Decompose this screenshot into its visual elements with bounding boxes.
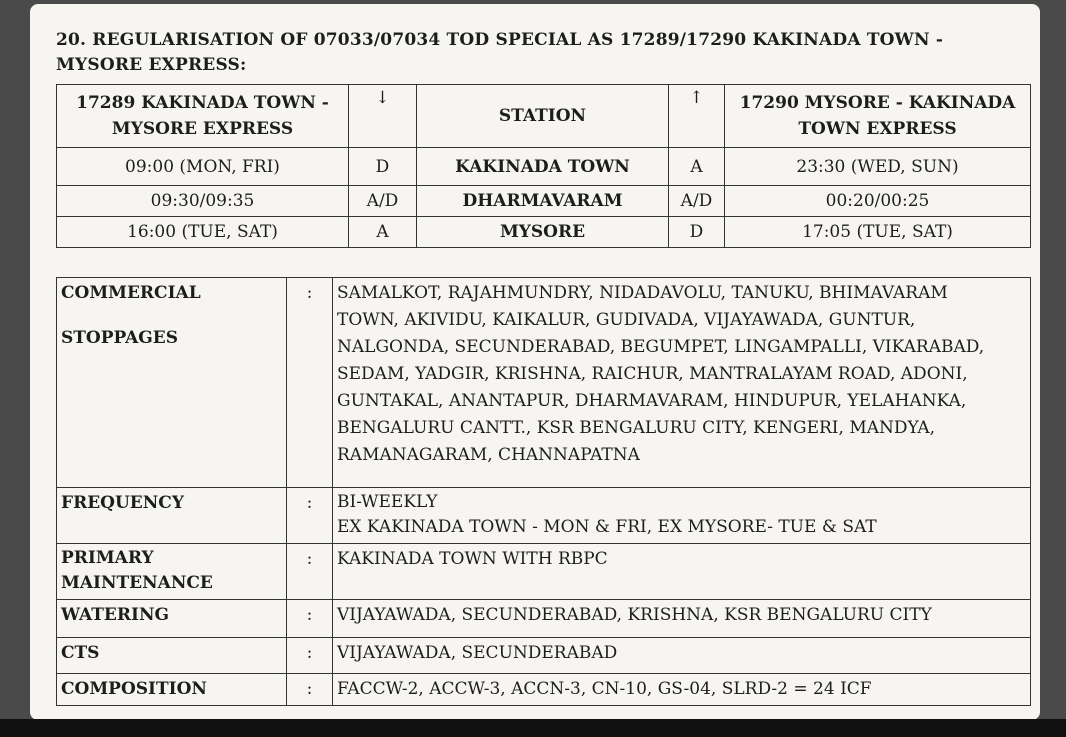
- primary-maintenance-row: [57, 544, 1031, 600]
- down-code: D: [349, 148, 417, 186]
- down-train-name-line-1: 17289 KAKINADA TOWN -: [76, 93, 329, 113]
- up-time: 23:30 (WED, SUN): [725, 148, 1031, 186]
- up-code: A/D: [669, 186, 725, 217]
- up-arrow-header: [669, 85, 725, 148]
- commercial-label-line-2: STOPPAGES: [61, 328, 179, 348]
- maintenance-label-line-1: PRIMARY: [61, 548, 154, 568]
- commercial-label-line-1: COMMERCIAL: [61, 283, 201, 303]
- colon-separator: :: [287, 278, 333, 488]
- frequency-line-2: EX KAKINADA TOWN - MON & FRI, EX MYSORE- TUE & SAT: [337, 517, 877, 537]
- watering-row: [57, 600, 1031, 638]
- station-name: MYSORE: [417, 217, 669, 248]
- down-code: A: [349, 217, 417, 248]
- stoppages-line: TOWN, AKIVIDU, KAIKALUR, GUDIVADA, VIJAYAWADA, GUNTUR,: [337, 310, 916, 330]
- timetable: [56, 84, 1031, 248]
- down-train-name-line-2: MYSORE EXPRESS: [111, 119, 294, 139]
- station-name: KAKINADA TOWN: [417, 148, 669, 186]
- stoppages-line: RAMANAGARAM, CHANNAPATNA: [337, 445, 640, 465]
- heading-line-2: MYSORE EXPRESS:: [56, 55, 247, 75]
- stoppages-line: SEDAM, YADGIR, KRISHNA, RAICHUR, MANTRALAYAM ROAD, ADONI,: [337, 364, 968, 384]
- frequency-value: [333, 488, 1031, 544]
- notice-page: [30, 4, 1040, 720]
- down-arrow-icon: ↓: [375, 88, 390, 108]
- stoppages-line: SAMALKOT, RAJAHMUNDRY, NIDADAVOLU, TANUKU, BHIMAVARAM: [337, 283, 948, 303]
- stoppages-line: GUNTAKAL, ANANTAPUR, DHARMAVARAM, HINDUPUR, YELAHANKA,: [337, 391, 967, 411]
- table-row: [57, 186, 1031, 217]
- up-arrow-icon: ↑: [689, 88, 704, 108]
- cts-label: CTS: [57, 638, 287, 674]
- cts-value: VIJAYAWADA, SECUNDERABAD: [333, 638, 1031, 674]
- colon-separator: :: [287, 674, 333, 706]
- down-time: 16:00 (TUE, SAT): [57, 217, 349, 248]
- up-train-name-line-1: 17290 MYSORE - KAKINADA: [739, 93, 1016, 113]
- primary-maintenance-value: KAKINADA TOWN WITH RBPC: [333, 544, 1031, 600]
- bottom-bar: [0, 719, 1066, 737]
- down-time: 09:30/09:35: [57, 186, 349, 217]
- cts-row: [57, 638, 1031, 674]
- down-arrow-header: [349, 85, 417, 148]
- stoppages-line: NALGONDA, SECUNDERABAD, BEGUMPET, LINGAMPALLI, VIKARABAD,: [337, 337, 985, 357]
- timetable-header-row: [57, 85, 1031, 148]
- maintenance-label-line-2: MAINTENANCE: [61, 573, 213, 593]
- station-header: STATION: [417, 85, 669, 148]
- station-name: DHARMAVARAM: [417, 186, 669, 217]
- service-details: [56, 277, 1031, 706]
- up-code: D: [669, 217, 725, 248]
- up-time: 17:05 (TUE, SAT): [725, 217, 1031, 248]
- up-time: 00:20/00:25: [725, 186, 1031, 217]
- colon-separator: :: [287, 544, 333, 600]
- heading-line-1: 20. REGULARISATION OF 07033/07034 TOD SPECIAL AS 17289/17290 KAKINADA TOWN -: [56, 30, 944, 50]
- primary-maintenance-label: [57, 544, 287, 600]
- commercial-stoppages-label: [57, 278, 287, 488]
- colon-separator: :: [287, 488, 333, 544]
- watering-label: WATERING: [57, 600, 287, 638]
- commercial-stoppages-value: [333, 278, 1031, 488]
- down-code: A/D: [349, 186, 417, 217]
- commercial-stoppages-row: [57, 278, 1031, 488]
- frequency-line-1: BI-WEEKLY: [337, 492, 438, 512]
- colon-separator: :: [287, 638, 333, 674]
- frequency-row: [57, 488, 1031, 544]
- notice-heading: [56, 28, 1040, 78]
- composition-value: FACCW-2, ACCW-3, ACCN-3, CN-10, GS-04, SLRD-2 = 24 ICF: [333, 674, 1031, 706]
- table-row: [57, 217, 1031, 248]
- down-train-header: [57, 85, 349, 148]
- frequency-label: FREQUENCY: [57, 488, 287, 544]
- up-train-name-line-2: TOWN EXPRESS: [798, 119, 957, 139]
- up-code: A: [669, 148, 725, 186]
- colon-separator: :: [287, 600, 333, 638]
- stoppages-line: BENGALURU CANTT., KSR BENGALURU CITY, KENGERI, MANDYA,: [337, 418, 936, 438]
- watering-value: VIJAYAWADA, SECUNDERABAD, KRISHNA, KSR BENGALURU CITY: [333, 600, 1031, 638]
- table-row: [57, 148, 1031, 186]
- up-train-header: [725, 85, 1031, 148]
- down-time: 09:00 (MON, FRI): [57, 148, 349, 186]
- composition-label: COMPOSITION: [57, 674, 287, 706]
- composition-row: [57, 674, 1031, 706]
